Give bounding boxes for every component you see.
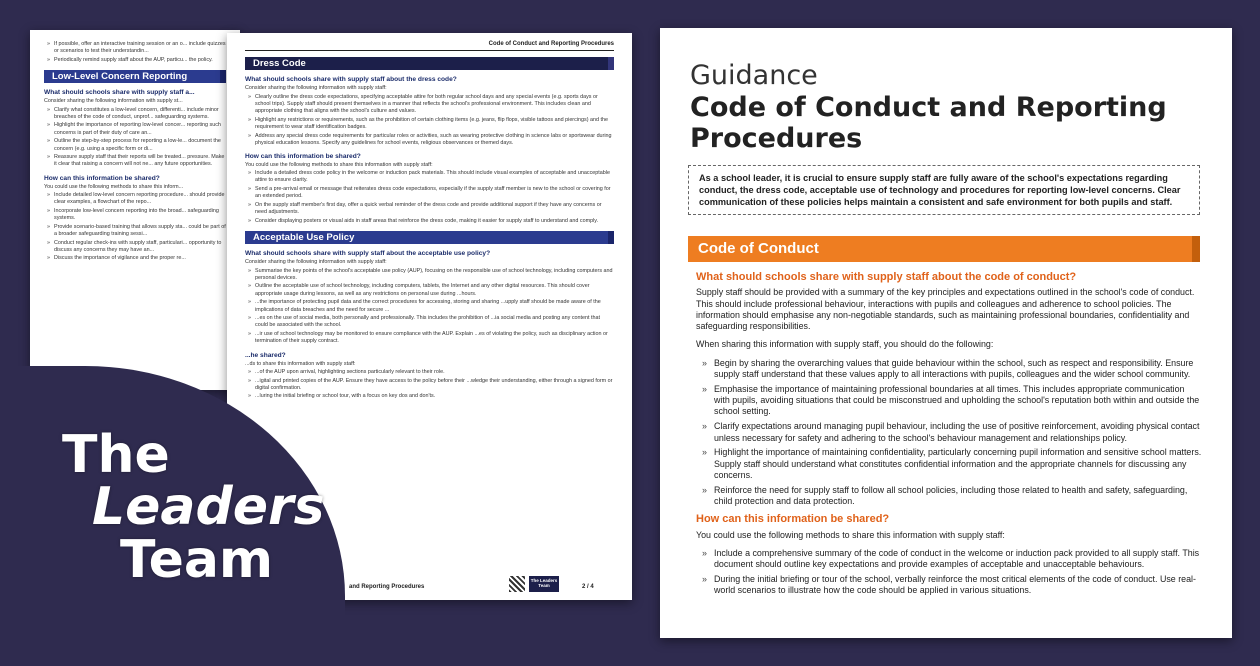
list-item: » On the supply staff member's first day, offer a quick verbal reminder of the dress code and provide additional support if they have any concerns or need adjustments.	[255, 202, 614, 216]
back-top-list	[44, 41, 226, 64]
page-number: 2 / 4	[582, 584, 594, 590]
sharing-list	[696, 548, 1202, 597]
question-heading: How can this information be shared?	[44, 174, 160, 182]
question-heading: What should schools share with supply staff about the acceptable use policy?	[245, 250, 491, 258]
document-page-front	[660, 28, 1232, 638]
page-back-content	[30, 30, 240, 390]
question-heading: What should schools share with supply staff a...	[44, 89, 195, 97]
question-heading: What should schools share with supply staff about the code of conduct?	[696, 271, 1077, 283]
list-item: » Incorporate low-level concern reporting into the broad... safeguarding systems.	[54, 208, 226, 222]
list-item: » Reinforce the need for supply staff to follow all school policies, including those related to health and safety, safeguarding, child protection and data protection.	[714, 485, 1202, 508]
dress-q2-list	[245, 170, 614, 225]
intro-box: As a school leader, it is crucial to ensure supply staff are fully aware of the school's expectations regarding conduct, the dress code, acceptable use of technology and procedures for reporting low-level concerns. Clear communication of these policies helps maintain a consistent and safe environment for both pupils and staff.	[688, 165, 1200, 215]
list-item: » Clearly outline the dress code expectations, specifying acceptable attire for both regular school days and any special events (e.g. sports days or school trips). Supply staff should present themselves in a manner that reflects the school's professional environment. This includes clean and appropriate clothing that aligns with the school's culture and values.	[255, 94, 614, 116]
question-heading: ...he shared?	[245, 351, 286, 359]
section-heading-code-of-conduct: Code of Conduct	[688, 236, 1200, 262]
qr-code-icon	[509, 576, 525, 592]
question-heading: What should schools share with supply staff about the dress code?	[245, 76, 457, 84]
aup-q1-list	[245, 268, 614, 346]
brand-line-2: Leaders	[92, 477, 325, 537]
list-item: » Send a pre-arrival email or message that reiterates dress code expectations, especially if the supply staff member is new to the school or covering for an extended period.	[255, 186, 614, 200]
intro-text: ...ds to share this information with supply staff:	[245, 360, 356, 367]
list-item: » Conduct regular check-ins with supply staff, particulari... opportunity to discuss any concerns they may have an...	[54, 240, 226, 254]
section-heading-acceptable-use: Acceptable Use Policy	[245, 231, 614, 244]
list-item: » Highlight any restrictions or requirements, such as the prohibition of certain clothing items (e.g. jeans, flip flops, visible tattoos and piercings) and the requirement to wear staff identification badges.	[255, 117, 614, 131]
intro-text: You could use the following methods to share this information with supply staff:	[245, 162, 433, 169]
list-item: » ...igital and printed copies of the AUP. Ensure they have access to the policy before their ...wledge their understanding, either through a signed form or digital confirmation.	[255, 378, 614, 392]
list-item: » ...es on the use of social media, both personally and professionally. This includes the prohibition of ...ia social media and posting any content that could be associated with the school.	[255, 315, 614, 329]
list-item: » Consider displaying posters or visual aids in staff areas that reinforce the dress code, making it easier for supply staff to understand and comply.	[255, 218, 614, 225]
paragraph: When sharing this information with supply staff, you should do the following:	[696, 339, 994, 350]
list-item: » Clarify what constitutes a low-level concern, differenti... include minor breaches of the code of conduct, unprof... safeguarding systems.	[54, 107, 226, 121]
list-item: » Periodically remind supply staff about the AUP, particu... the policy.	[54, 57, 226, 64]
brand-line-3: Team	[120, 530, 274, 590]
document-page-back	[30, 30, 240, 390]
list-item: » Highlight the importance of maintaining confidentiality, particularly concerning pupil information and sensitive school matters. Supply staff should understand what constitutes confidential information and the appropriate channels for discussing any concerns.	[714, 447, 1202, 481]
list-item: » Highlight the importance of reporting low-level concer... reporting such concerns is part of their duty of care an...	[54, 122, 226, 136]
running-head: Code of Conduct and Reporting Procedures	[245, 41, 614, 51]
list-item: » Provide scenario-based training that allows supply sta... could be part of a broader safeguarding training sessi...	[54, 224, 226, 238]
back-q1-list	[44, 107, 226, 169]
conduct-list	[696, 358, 1202, 508]
list-item: » Include a detailed dress code policy in the welcome or induction pack materials. This should include visual examples of acceptable and unacceptable attire to ensure clarity.	[255, 170, 614, 184]
section-heading-low-level-concern: Low-Level Concern Reporting	[44, 70, 226, 83]
list-item: » ...ir use of school technology may be monitored to ensure compliance with the AUP. Explain ...es of violating the policy, such as disciplinary action or termination of their supply contract.	[255, 331, 614, 345]
list-item: » Reassure supply staff that their reports will be treated... pressure. Make it clear that raising a concern will not ne... any future opportunities.	[54, 154, 226, 168]
list-item: » If possible, offer an interactive training session or an o... include quizzes or scenarios to test their understandin...	[54, 41, 226, 55]
footer-logo: The Leaders Team	[529, 576, 559, 592]
list-item: » Emphasise the importance of maintaining professional boundaries at all times. This includes appropriate communication with pupils, avoiding situations that could be misconstrued and upholding the school's reputation both within and outside the school setting.	[714, 384, 1202, 418]
intro-text: You could use the following methods to share this inform...	[44, 183, 184, 190]
aup-q2-list	[245, 369, 614, 401]
list-item: » Include detailed low-level concern reporting procedure... should provide clear examples, a flowchart of the repo...	[54, 192, 226, 206]
document-label: Guidance	[690, 60, 818, 91]
intro-text: Consider sharing the following information with supply st...	[44, 98, 183, 105]
list-item: » Include a comprehensive summary of the code of conduct in the welcome or induction pack provided to all supply staff. This document should outline key expectations and provide examples of acceptable and unacceptable behaviours.	[714, 548, 1202, 571]
question-heading: How can this information be shared?	[245, 153, 361, 161]
back-q2-list	[44, 192, 226, 263]
front-body	[696, 272, 1202, 604]
list-item: » ...the importance of protecting pupil data and the correct procedures for accessing, storing and sharing ...upply staff should be made aware of the implications of data breaches and the need for secure ...	[255, 299, 614, 313]
list-item: » Address any special dress code requirements for particular roles or activities, such as wearing protective clothing in science labs or sportswear during physical education lessons. Specify any guidelines for school events, religious observances or themed days.	[255, 133, 614, 147]
list-item: » ...luring the initial briefing or school tour, with a focus on key dos and don'ts.	[255, 393, 614, 400]
question-heading: How can this information be shared?	[696, 513, 890, 526]
list-item: » Outline the acceptable use of school technology, including computers, tablets, the Internet and any other digital resources. This should cover appropriate usage during lessons, as well as any restrictions on personal use during ...hours.	[255, 283, 614, 297]
dress-q1-list	[245, 94, 614, 147]
list-item: » Discuss the importance of vigilance and the proper re...	[54, 255, 226, 262]
list-item: » Summarise the key points of the school's acceptable use policy (AUP), focusing on the responsible use of school technology, including computers and personal devices.	[255, 268, 614, 282]
intro-text: Consider sharing the following information with supply staff:	[245, 85, 387, 92]
intro-text: Consider sharing the following information with supply staff:	[245, 259, 387, 266]
list-item: » Outline the step-by-step process for reporting a low-le... document the concern (e.g. using a specific form or di...	[54, 138, 226, 152]
list-item: » Begin by sharing the overarching values that guide behaviour within the school, such as respect and responsibility. Ensure supply staff understand that these values apply to all interactions with pupils, colleagues and the wider school community.	[714, 358, 1202, 381]
footer-text: and Reporting Procedures	[349, 584, 425, 590]
list-item: » ...of the AUP upon arrival, highlighting sections particularly relevant to their role.	[255, 369, 614, 376]
paragraph: You could use the following methods to share this information with supply staff:	[696, 529, 1005, 540]
list-item: » During the initial briefing or tour of the school, verbally reinforce the most critical elements of the code of conduct. Use real-world scenarios to illustrate how the code should be applied in various situations.	[714, 574, 1202, 597]
list-item: » Clarify expectations around managing pupil behaviour, including the use of positive reinforcement, avoiding physical contact unless necessary for safety and adhering to the school's behaviour management and relationships policy.	[714, 421, 1202, 444]
paragraph: Supply staff should be provided with a summary of the key principles and expectations outlined in the school's code of conduct. This should include professional behaviour, interactions with pupils and colleagues and adherence to school policies. The information should emphasise any non-negotiable standards, such as maintaining professional boundaries, confidentiality and safeguarding responsibilities.	[696, 287, 1195, 332]
document-title: Code of Conduct and Reporting Procedures	[690, 92, 1167, 154]
brand-line-1: The	[62, 425, 170, 485]
section-heading-dress-code: Dress Code	[245, 57, 614, 70]
